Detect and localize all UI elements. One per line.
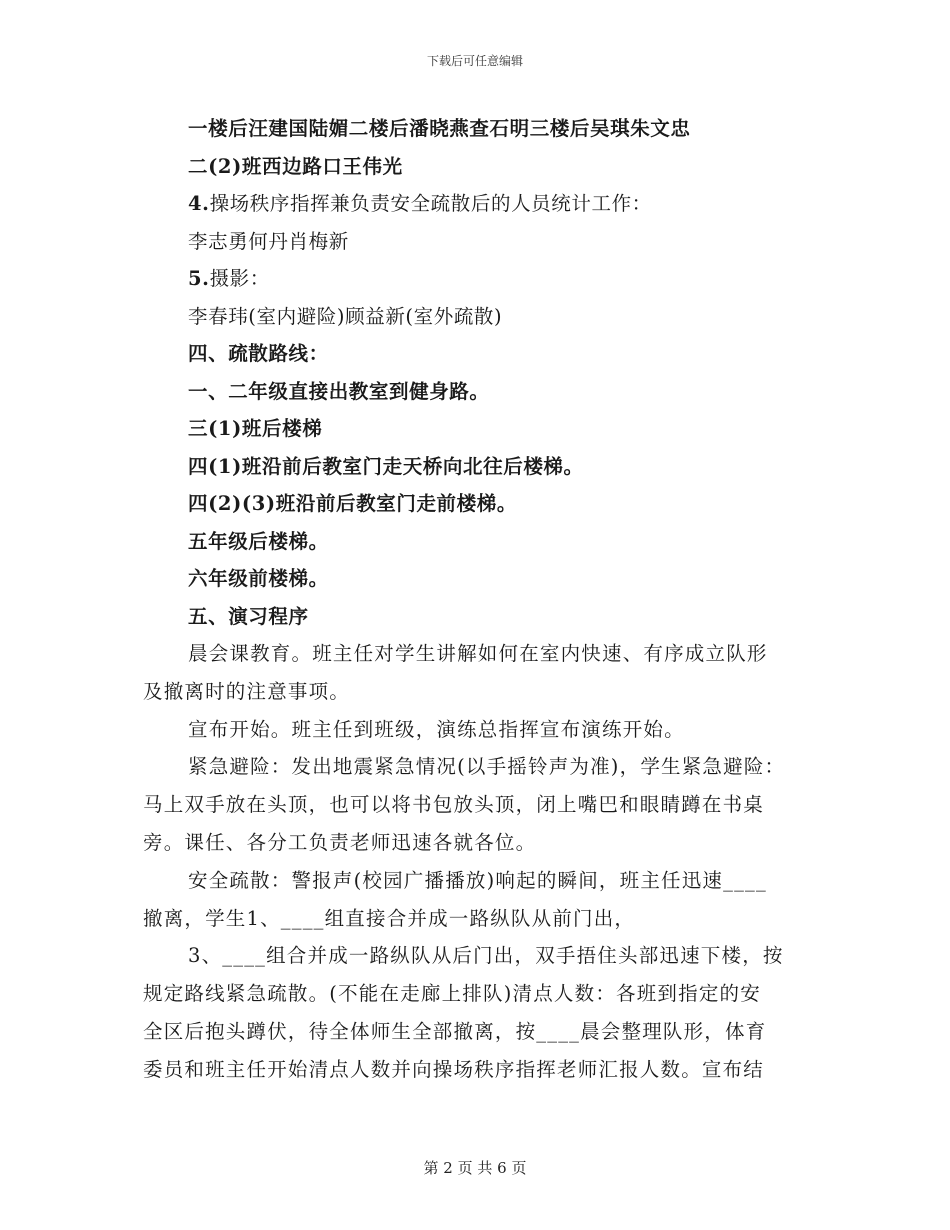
- item-4-names: 李志勇何丹肖梅新: [188, 229, 349, 253]
- route-class-4-2-3: 四(2)(3)班沿前后教室门走前楼梯。: [188, 492, 517, 515]
- item-4-text: 操场秩序指挥兼负责安全疏散后的人员统计工作：: [209, 192, 652, 215]
- para-line: 马上双手放在头顶，也可以将书包放头顶，闭上嘴巴和眼睛蹲在书桌: [143, 793, 765, 817]
- item-4-number: 4.: [188, 192, 210, 215]
- para-line: 宣布开始。班主任到班级，演练总指挥宣布演练开始。: [188, 717, 685, 741]
- item-5-heading: [143, 260, 803, 298]
- paragraph-emergency-shelter: [143, 748, 803, 861]
- section-4-title: 四、疏散路线：: [188, 342, 329, 365]
- para-line: 及撤离时的注意事项。: [143, 679, 351, 703]
- paragraph-announce-start: [143, 711, 803, 749]
- para-line: 紧急避险：发出地震紧急情况(以手摇铃声为准)，学生紧急避险：: [188, 755, 786, 779]
- item-5-number: 5.: [188, 267, 210, 290]
- route-grade-1-2: 一、二年级直接出教室到健身路。: [188, 379, 490, 403]
- page-footer: 第 2 页 共 6 页: [423, 1159, 527, 1177]
- para-line: 全区后抱头蹲伏，待全体师生全部撤离，按____晨会整理队形，体育: [143, 1019, 767, 1043]
- item-5-names: 李春玮(室内避险)顾益新(室外疏散): [188, 304, 503, 328]
- route-grade-5: 五年级后楼梯。: [188, 529, 329, 553]
- route-grade-6: 六年级前楼梯。: [188, 567, 329, 590]
- para-line: 安全疏散：警报声(校园广播播放)响起的瞬间，班主任迅速____: [188, 868, 767, 892]
- section-5-title: 五、演习程序: [188, 604, 309, 628]
- staff-west-road-line: 二(2)班西边路口王伟光: [188, 154, 403, 178]
- paragraph-morning-education: [143, 635, 803, 711]
- para-line: 旁。课任、各分工负责老师迅速各就各位。: [143, 830, 537, 854]
- document-body: [143, 110, 803, 1089]
- route-class-4-1: 四(1)班沿前后教室门走天桥向北往后楼梯。: [188, 454, 584, 478]
- para-line: 规定路线紧急疏散。(不能在走廊上排队)清点人数：各班到指定的安: [143, 982, 761, 1006]
- staff-floors-line: 一楼后汪建国陆媚二楼后潘晓燕查石明三楼后吴琪朱文忠: [188, 117, 691, 140]
- para-line: 撤离，学生1、____组直接合并成一路纵队从前门出，: [143, 906, 636, 930]
- item-5-text: 摄影：: [209, 267, 270, 290]
- paragraph-safe-evacuation: [143, 862, 803, 938]
- para-line: 晨会课教育。班主任对学生讲解如何在室内快速、有序成立队形: [188, 642, 768, 665]
- item-4-heading: [143, 185, 803, 223]
- para-line: 3、____组合并成一路纵队从后门出，双手捂住头部迅速下楼，按: [188, 944, 784, 968]
- paragraph-group-3: [143, 937, 803, 1088]
- route-class-3-1: 三(1)班后楼梯: [188, 417, 323, 440]
- para-line: 委员和班主任开始清点人数并向操场秩序指挥老师汇报人数。宣布结: [143, 1057, 765, 1081]
- page-header: 下载后可任意编辑: [426, 54, 523, 68]
